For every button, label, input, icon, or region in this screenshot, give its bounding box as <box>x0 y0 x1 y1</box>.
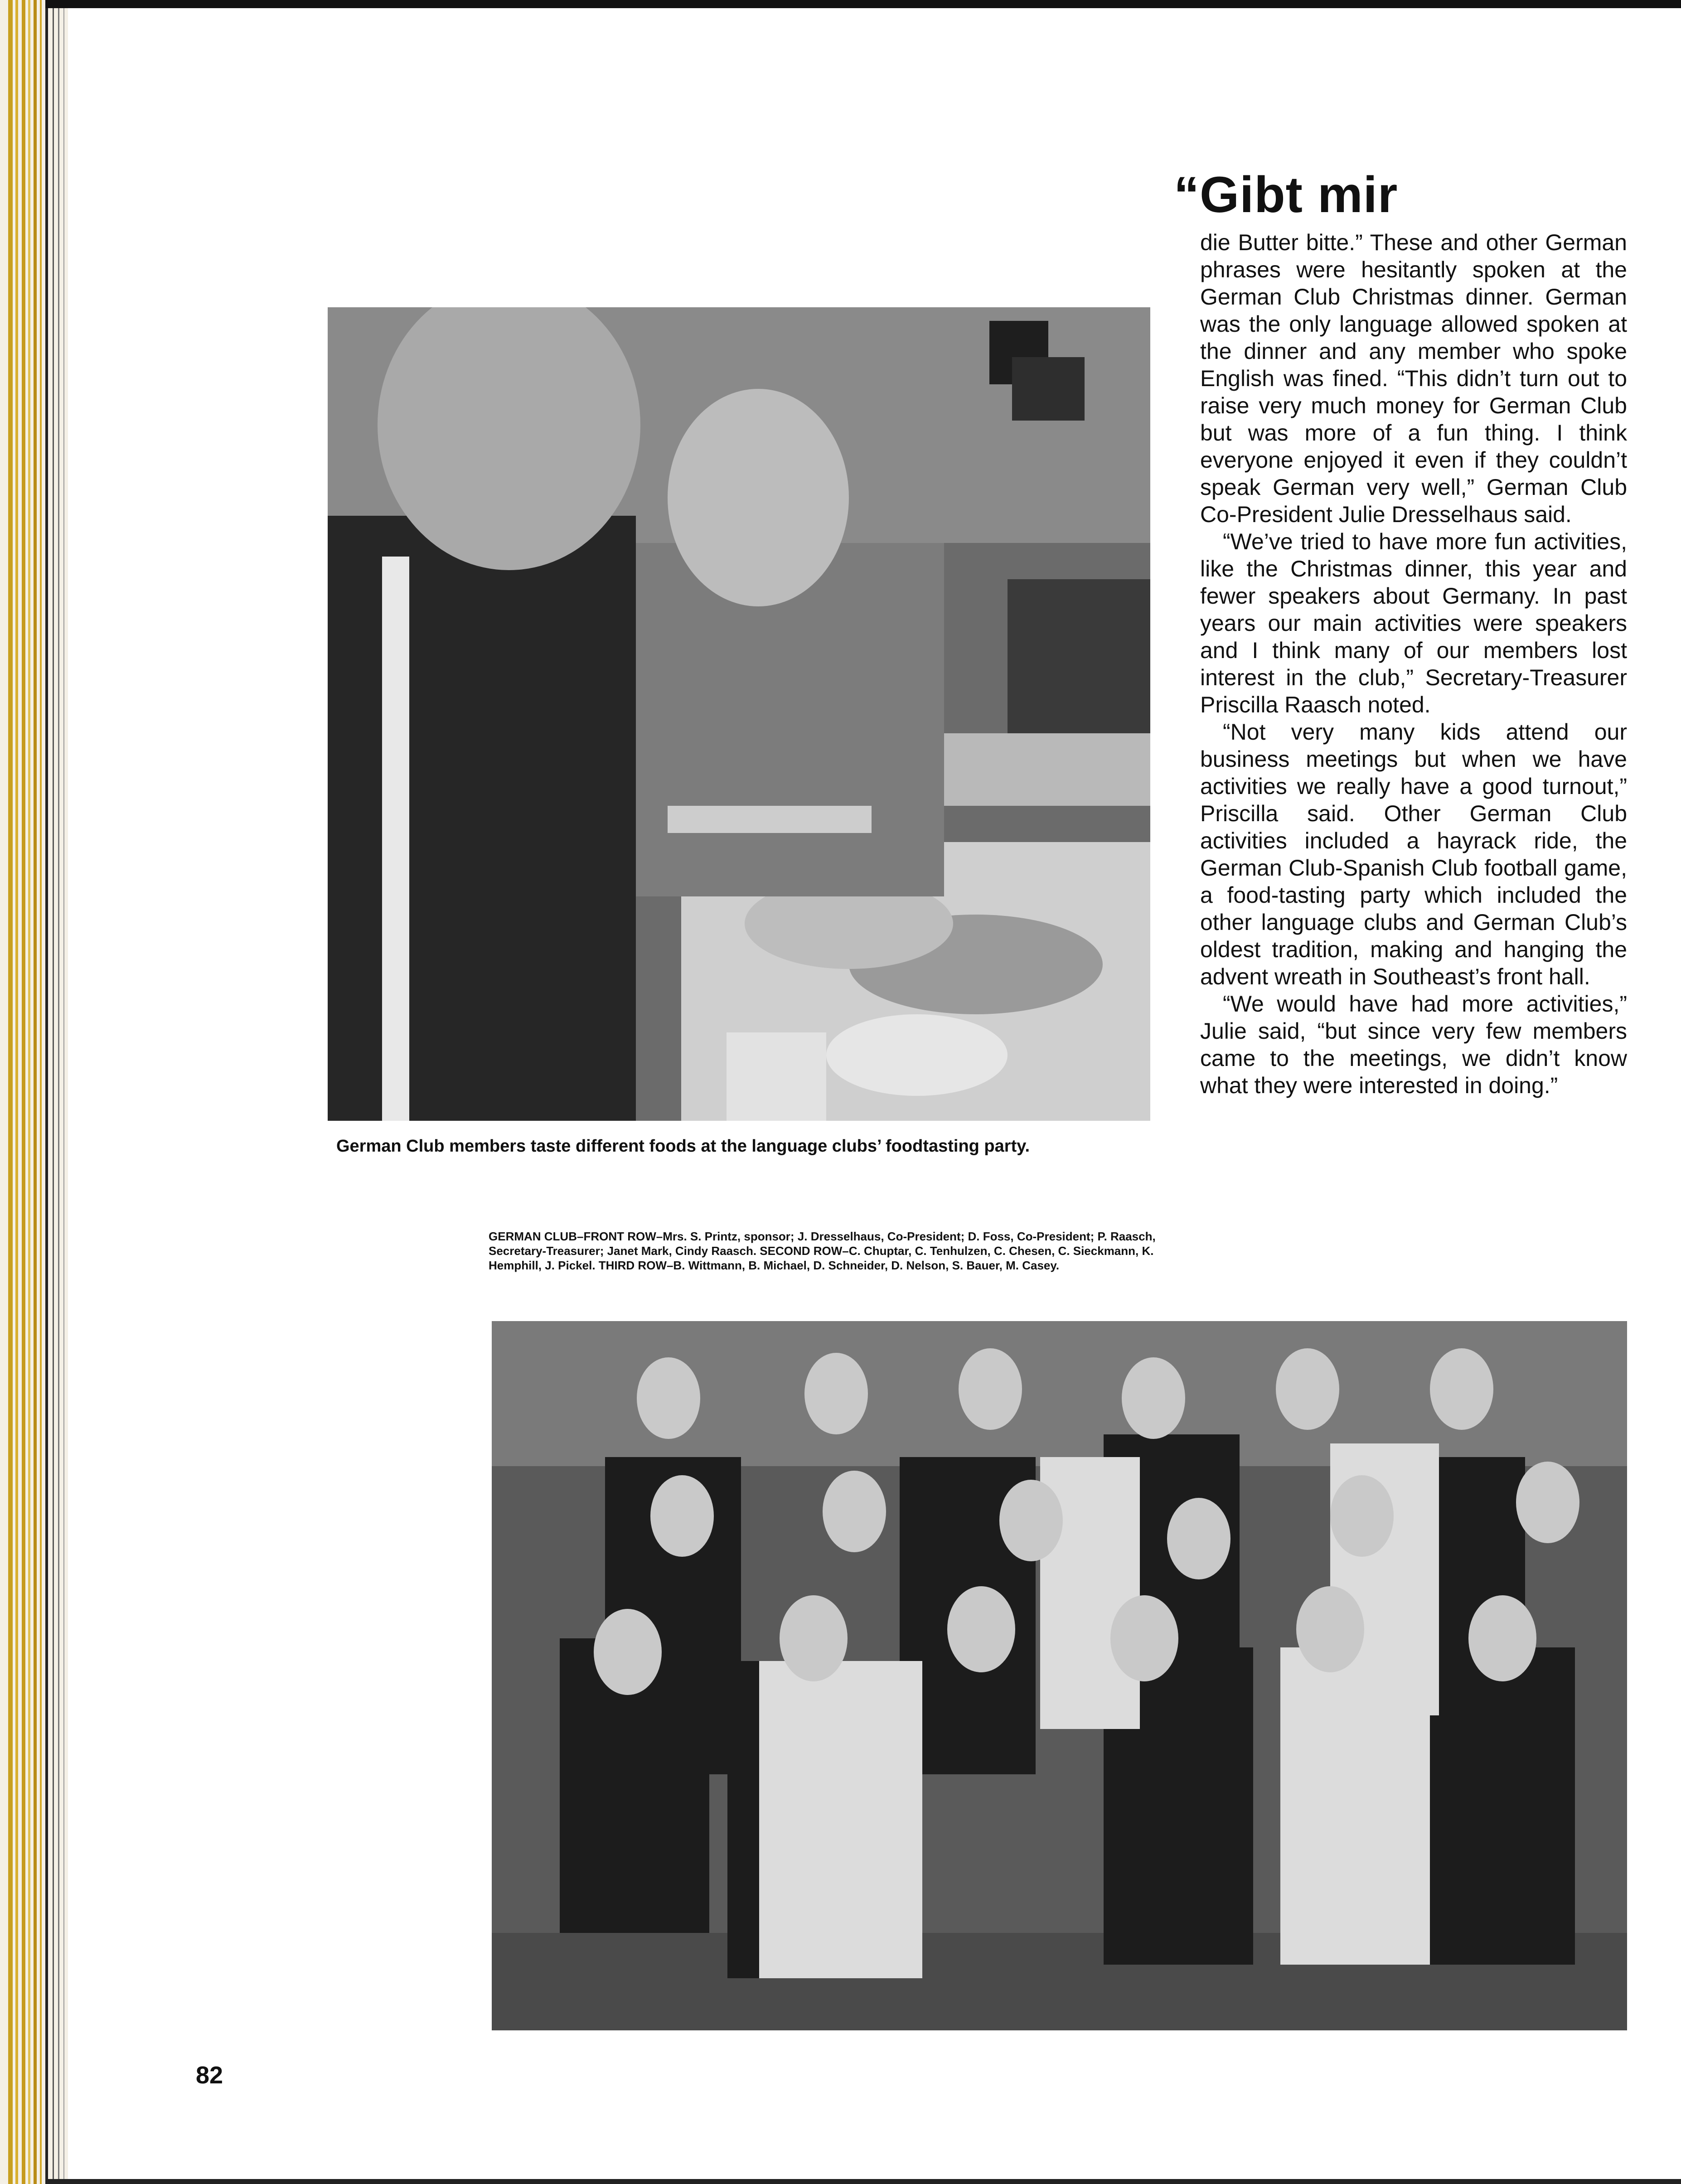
group-photo <box>492 1321 1627 2030</box>
article-headline: “Gibt mir <box>1174 166 1398 223</box>
article-paragraph: “Not very many kids attend our business meetings but when we have activities we really have a good turnout,” Priscilla said. Other German Club activities included a hayrack ride, the German Club-Spanish Club football game, a food-tasting party which included the other language clubs and German Club’s oldest tradition, making and hanging the advent wreath in Southeast’s front hall. <box>1200 719 1627 989</box>
party-photo <box>328 307 1150 1121</box>
page-number: 82 <box>196 2062 223 2089</box>
article-paragraph: “We’ve tried to have more fun activities, like the Christmas dinner, this year and fewer speakers about Germany. In past years our main activities were speakers and I think many of our members lost interest in the club,” Secretary-Treasurer Priscilla Raasch noted. <box>1200 529 1627 717</box>
top-page-edge <box>45 0 1681 8</box>
article-paragraph: die Butter bitte.” These and other German phrases were hesitantly spoken at the German Club Christmas dinner. German was the only language allowed spoken at the dinner and any member who spoke English was fined. “This didn’t turn out to raise very much money for German Club but was more of a fun thing. I think everyone enjoyed it even if they couldn’t speak German very well,” German Club Co-President Julie Dresselhaus said. <box>1200 230 1627 527</box>
book-binding <box>0 0 68 2184</box>
article-body <box>1200 229 1627 1099</box>
party-photo-caption: German Club members taste different foods at the language clubs’ foodtasting party. <box>336 1137 1030 1156</box>
article-paragraph: “We would have had more activities,” Julie said, “but since very few members came to the meetings, we didn’t know what they were interested in doing.” <box>1200 991 1627 1098</box>
club-roster-caption: GERMAN CLUB–FRONT ROW–Mrs. S. Printz, sponsor; J. Dresselhaus, Co-President; D. Foss, Co-President; P. Raasch, Secretary-Treasurer; Janet Mark, Cindy Raasch. SECOND ROW–C. Chuptar, C. Tenhulzen, C. Chesen, C. Sieckmann, K. Hemphill, J. Pickel. THIRD ROW–B. Wittmann, B. Michael, D. Schneider, D. Nelson, S. Bauer, M. Casey. <box>489 1230 1156 1272</box>
bottom-page-edge <box>45 2179 1681 2184</box>
